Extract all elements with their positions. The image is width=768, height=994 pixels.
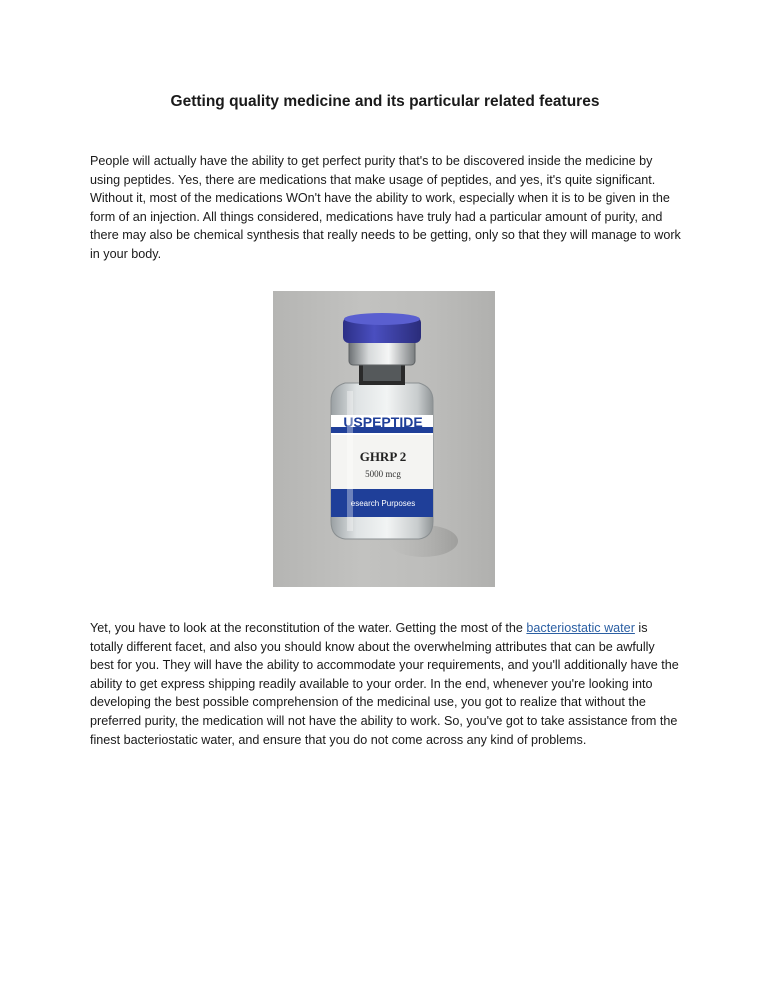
vial-neck-inner bbox=[363, 365, 401, 381]
paragraph-2 bbox=[90, 619, 682, 749]
page-title: Getting quality medicine and its particular related features bbox=[170, 93, 600, 110]
vial-photo bbox=[273, 291, 495, 587]
vial-illustration bbox=[273, 291, 495, 587]
vial-cap-top bbox=[344, 313, 420, 325]
vial-brand-text: USPEPTIDE bbox=[343, 414, 423, 430]
paragraph-2-text-b: is totally different facet, and also you should know about the overwhelming attributes that can be awfully best for you. They will have the ability to accommodate your requirements, and you'll additionally have the ability to get express shipping readily available to your order. In the end, whenever you're looking into developing the best possible comprehension of the medicinal use, you got to realize that without the preferred purity, the medication will not have the ability to work. So, you've got to take assistance from the finest bacteriostatic water, and ensure that you do not come across any kind of problems. bbox=[90, 621, 679, 747]
vial-dose: 5000 mcg bbox=[365, 469, 401, 479]
vial-footer-text: esearch Purposes bbox=[350, 499, 416, 508]
vial-highlight bbox=[347, 391, 353, 531]
paragraph-2-text-a: Yet, you have to look at the reconstitution of the water. Getting the most of the bbox=[90, 621, 527, 635]
bacteriostatic-water-link[interactable]: bacteriostatic water bbox=[526, 621, 635, 635]
paragraph-1: People will actually have the ability to get perfect purity that's to be discovered inside the medicine by using peptides. Yes, there are medications that make usage of peptides, and yes, it's quite significant. Without it, most of the medications WOn't have the ability to work, especially when it is to be given in the form of an injection. All things considered, medications have truly had a particular amount of purity, and there may also be chemical synthesis that really needs to be getting, only so that they will manage to work in your body. bbox=[90, 154, 681, 261]
vial-product-name: GHRP 2 bbox=[359, 449, 407, 464]
